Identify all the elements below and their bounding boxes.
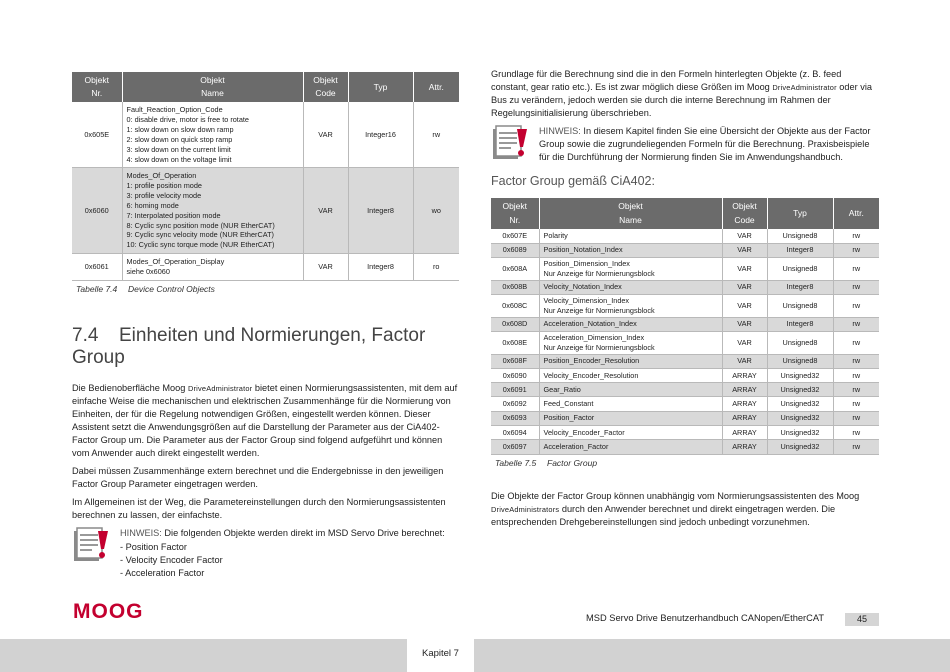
cell-nr: 0x608A [491, 257, 539, 280]
cell-nr: 0x6092 [491, 397, 539, 411]
cell-attr: rw [833, 397, 879, 411]
table-row [491, 354, 879, 368]
cell-name-line: Nur Anzeige für Normierungsblock [543, 305, 655, 315]
note-list-item: - Velocity Encoder Factor [120, 554, 223, 565]
cell-attr: rw [833, 294, 879, 317]
cell-name-line: 4: slow down on the voltage limit [126, 154, 232, 164]
cell-name-line: Velocity_Notation_Index [543, 282, 622, 292]
cell-typ: Unsigned8 [767, 354, 833, 368]
cell-nr: 0x6093 [491, 411, 539, 425]
cell-name-line: 1: slow down on slow down ramp [126, 125, 234, 135]
cell-name-line: Acceleration_Factor [543, 442, 609, 452]
cell-typ: Integer8 [767, 243, 833, 257]
table-row [491, 383, 879, 397]
table-row [491, 397, 879, 411]
cell-code: ARRAY [722, 426, 767, 440]
cell-name-line: Position_Dimension_Index [543, 258, 630, 268]
paragraph: Die Bedienoberfläche Moog DriveAdministrator bietet einen Normierungsassistenten, mit dem auf einfache Weise die mechanischen und elektrischen Zusammenhänge für die Normierung von Einheiten, der für die Regelung notwendigen Größen, eingestellt werden können. Dieser Assistent setzt die Anwendungsgrößen auf die Darstellung der Parameter aus der CiA402-Factor Group um. Die Parameter aus der Factor Group sind folgend aufgeführt und können vom Anwender auch direkt eingestellt werden. [72, 382, 458, 459]
cell-attr: rw [833, 411, 879, 425]
table-row [491, 294, 879, 317]
cell-code: ARRAY [722, 368, 767, 382]
table-row [491, 317, 879, 331]
cell-nr: 0x6060 [72, 168, 122, 254]
table-header-row [491, 198, 879, 228]
device-control-objects-table [72, 72, 459, 281]
col-header-typ: Typ [348, 72, 413, 102]
cell-typ: Unsigned32 [767, 368, 833, 382]
cell-attr: rw [833, 280, 879, 294]
table-row [72, 254, 459, 281]
table-row [72, 102, 459, 168]
cell-typ: Unsigned8 [767, 331, 833, 354]
note-warning-icon [491, 125, 531, 165]
cell-attr: rw [833, 383, 879, 397]
note-list-item: - Position Factor [120, 541, 187, 552]
cell-nr: 0x608F [491, 354, 539, 368]
note-warning-icon [72, 527, 112, 567]
chapter-tab: Kapitel 7 [407, 639, 474, 672]
cell-attr: rw [833, 257, 879, 280]
cell-name-line: Velocity_Dimension_Index [543, 295, 630, 305]
cell-code: ARRAY [722, 383, 767, 397]
table-row [491, 280, 879, 294]
cell-code: VAR [722, 331, 767, 354]
cell-name-line: 2: slow down on quick stop ramp [126, 134, 233, 144]
cell-name-line: Position_Notation_Index [543, 245, 623, 255]
cell-name-line: Nur Anzeige für Normierungsblock [543, 268, 655, 278]
cell-typ: Integer8 [348, 168, 413, 254]
cell-code: VAR [722, 243, 767, 257]
note-box: HINWEIS: In diesem Kapitel finden Sie eine Übersicht der Objekte aus der Factor Group sowie die zugrundeliegenden Formeln für die Berechnung. Praxisbeispiele für die Durchführung der Normierung finden Sie im Anwendungshandbuch. [491, 125, 879, 164]
cell-name-line: 0: disable drive, motor is free to rotate [126, 115, 249, 125]
manual-title: MSD Servo Drive Benutzerhandbuch CANopen/EtherCAT [586, 613, 825, 623]
cell-nr: 0x607E [491, 229, 539, 243]
cell-nr: 0x6061 [72, 254, 122, 281]
col-header-attr: Attr. [833, 198, 879, 228]
note-list-item: - Acceleration Factor [120, 567, 205, 578]
cell-nr: 0x608C [491, 294, 539, 317]
cell-typ: Unsigned32 [767, 411, 833, 425]
cell-name-line: Acceleration_Notation_Index [543, 319, 637, 329]
table-row [491, 440, 879, 454]
cell-nr: 0x6089 [491, 243, 539, 257]
cell-code: VAR [722, 294, 767, 317]
cell-attr: wo [413, 168, 459, 254]
col-header-nr: Objekt Nr. [72, 72, 122, 102]
cell-attr: rw [833, 426, 879, 440]
cell-name-line: Gear_Ratio [543, 384, 581, 394]
table-row [491, 243, 879, 257]
moog-logo [73, 600, 157, 627]
cell-name [539, 440, 722, 454]
subheading: Factor Group gemäß CiA402: [491, 174, 655, 189]
cell-typ: Unsigned32 [767, 383, 833, 397]
col-header-nr: Objekt Nr. [491, 198, 539, 228]
cell-nr: 0x608D [491, 317, 539, 331]
col-header-name: Objekt Name [122, 72, 303, 102]
table-row [491, 411, 879, 425]
cell-attr: rw [833, 331, 879, 354]
col-header-code: Objekt Code [722, 198, 767, 228]
cell-code: VAR [722, 354, 767, 368]
footer-bar [0, 639, 950, 672]
cell-code: VAR [722, 280, 767, 294]
cell-name [539, 397, 722, 411]
cell-attr: ro [413, 254, 459, 281]
cell-code: ARRAY [722, 440, 767, 454]
cell-name-line: Modes_Of_Operation [126, 171, 197, 181]
cell-name-line: Polarity [543, 230, 568, 240]
cell-name-line: Fault_Reaction_Option_Code [126, 105, 223, 115]
cell-nr: 0x608E [491, 331, 539, 354]
paragraph: Grundlage für die Berechnung sind die in den Formeln hinterlegten Objekte (z. B. feed constant, gear ratio etc.). Es ist zwar möglich diese Größen im Moog DriveAdministrator oder via Bus zu verändern, jedoch werden sie durch die interne Berechnung im Rahmen der Regelungsinitialisierung überschrieben. [491, 69, 872, 119]
cell-attr: rw [413, 102, 459, 168]
cell-name [539, 280, 722, 294]
cell-code: VAR [303, 254, 348, 281]
paragraph: Die Objekte der Factor Group können unabhängig vom Normierungsassistenten des Moog DriveAdministrators durch den Anwender berechnet und direkt eingetragen werden. Die entsprechenden Drehgebereinstellungen sind jedoch unbedingt vorzunehmen. [491, 490, 860, 527]
cell-attr: rw [833, 317, 879, 331]
cell-attr: rw [833, 368, 879, 382]
cell-name-line: 6: homing mode [126, 200, 179, 210]
cell-attr: rw [833, 229, 879, 243]
table-row [72, 168, 459, 254]
cell-name-line: Velocity_Encoder_Factor [543, 427, 625, 437]
right-column [491, 68, 879, 534]
table-row [491, 229, 879, 243]
cell-name [122, 102, 303, 168]
cell-code: VAR [722, 257, 767, 280]
cell-name [539, 229, 722, 243]
cell-name [122, 168, 303, 254]
cell-typ: Unsigned32 [767, 440, 833, 454]
cell-nr: 0x608B [491, 280, 539, 294]
cell-nr: 0x605E [72, 102, 122, 168]
cell-nr: 0x6097 [491, 440, 539, 454]
cell-code: ARRAY [722, 397, 767, 411]
cell-name-line: Acceleration_Dimension_Index [543, 332, 645, 342]
cell-nr: 0x6091 [491, 383, 539, 397]
table-caption: Tabelle 7.4 Device Control Objects [76, 283, 215, 294]
svg-text:MOOG: MOOG [73, 600, 144, 622]
cell-typ: Integer8 [767, 317, 833, 331]
cell-name-line: 1: profile position mode [126, 181, 202, 191]
cell-attr: rw [833, 440, 879, 454]
cell-typ: Unsigned8 [767, 229, 833, 243]
paragraph: Dabei müssen Zusammenhänge extern berechnet und die Endergebnisse in den jeweiligen Factor Group Parameter eingetragen werden. [72, 466, 444, 490]
cell-name [539, 331, 722, 354]
cell-name [539, 294, 722, 317]
table-header-row [72, 72, 459, 102]
cell-name-line: Velocity_Encoder_Resolution [543, 370, 639, 380]
cell-typ: Unsigned32 [767, 426, 833, 440]
cell-name-line: Position_Encoder_Resolution [543, 356, 640, 366]
cell-typ: Unsigned8 [767, 294, 833, 317]
table-row [491, 257, 879, 280]
col-header-code: Objekt Code [303, 72, 348, 102]
cell-name [539, 368, 722, 382]
cell-name [539, 257, 722, 280]
cell-nr: 0x6094 [491, 426, 539, 440]
cell-typ: Integer8 [767, 280, 833, 294]
cell-name-line: 8: Cyclic sync position mode (NUR EtherCAT) [126, 220, 275, 230]
cell-code: VAR [722, 317, 767, 331]
cell-name-line: Position_Factor [543, 413, 595, 423]
factor-group-table [491, 198, 879, 454]
table-row [491, 331, 879, 354]
paragraph: Im Allgemeinen ist der Weg, die Parametereinstellungen durch den Normierungsassistenten berechnen zu lassen, der einfachste. [72, 497, 446, 521]
left-column [72, 72, 459, 580]
cell-name [122, 254, 303, 281]
cell-name-line: 9: Cyclic sync velocity mode (NUR EtherCAT) [126, 230, 274, 240]
cell-name-line: 10: Cyclic sync torque mode (NUR EtherCAT) [126, 240, 275, 250]
cell-typ: Unsigned32 [767, 397, 833, 411]
cell-name [539, 317, 722, 331]
cell-code: VAR [303, 168, 348, 254]
section-heading: 7.4 Einheiten und Normierungen, Factor Group [72, 324, 426, 368]
cell-nr: 0x6090 [491, 368, 539, 382]
cell-name-line: 7: Interpolated position mode [126, 210, 221, 220]
note-box: HINWEIS: Die folgenden Objekte werden direkt im MSD Servo Drive berechnet: - Position Factor - Velocity Encoder Factor - Acceleration Factor [72, 527, 459, 579]
cell-attr: rw [833, 243, 879, 257]
table-row [491, 368, 879, 382]
cell-name-line: 3: slow down on the current limit [126, 144, 231, 154]
page-number: 45 [845, 613, 879, 626]
cell-name [539, 426, 722, 440]
cell-name [539, 354, 722, 368]
cell-code: VAR [303, 102, 348, 168]
cell-name-line: Nur Anzeige für Normierungsblock [543, 342, 655, 352]
cell-typ: Integer8 [348, 254, 413, 281]
cell-code: VAR [722, 229, 767, 243]
cell-typ: Unsigned8 [767, 257, 833, 280]
table-caption: Tabelle 7.5 Factor Group [495, 457, 598, 468]
cell-name-line: siehe 0x6060 [126, 267, 170, 276]
col-header-attr: Attr. [413, 72, 459, 102]
cell-typ: Integer16 [348, 102, 413, 168]
cell-attr: rw [833, 354, 879, 368]
col-header-name: Objekt Name [539, 198, 722, 228]
cell-code: ARRAY [722, 411, 767, 425]
col-header-typ: Typ [767, 198, 833, 228]
cell-name [539, 383, 722, 397]
cell-name [539, 243, 722, 257]
cell-name-line: Feed_Constant [543, 399, 594, 409]
table-row [491, 426, 879, 440]
cell-name [539, 411, 722, 425]
cell-name-line: 3: profile velocity mode [126, 191, 202, 201]
cell-name-line: Modes_Of_Operation_Display [126, 257, 225, 267]
